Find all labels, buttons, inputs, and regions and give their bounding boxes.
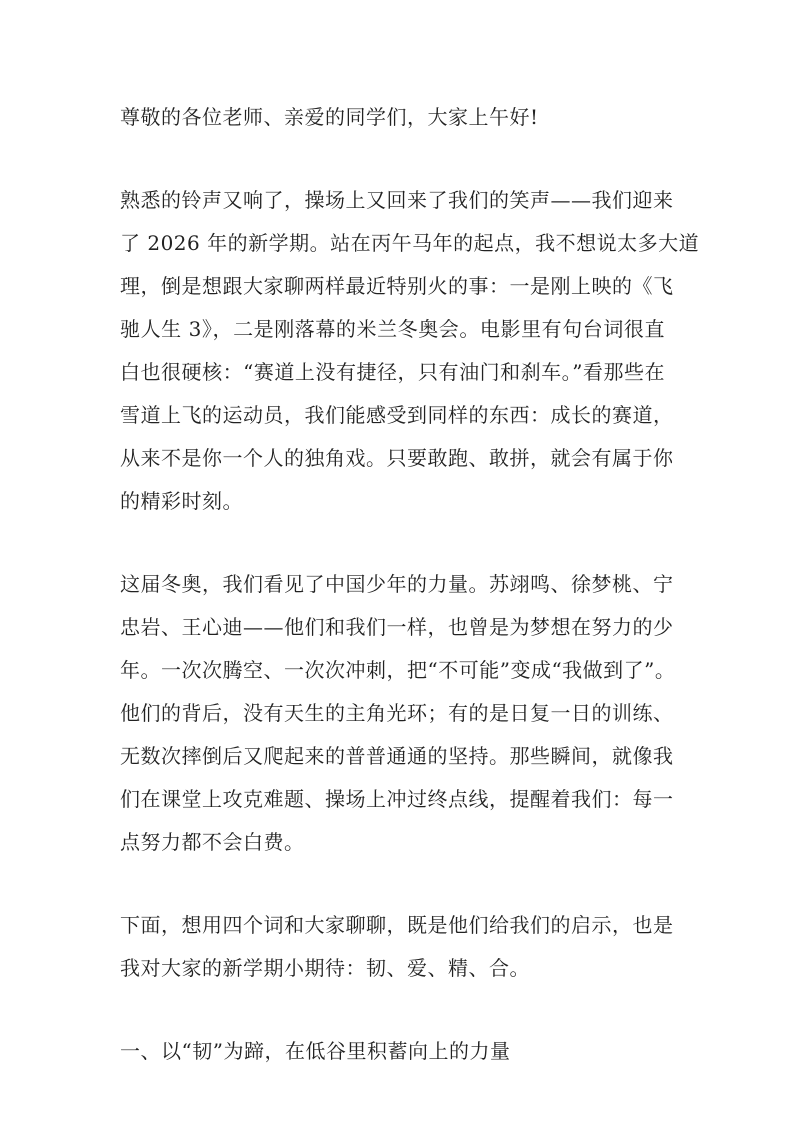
paragraph-line: 的精彩时刻。 [120, 489, 243, 513]
greeting [120, 96, 665, 139]
paragraph-line: 了 2026 年的新学期。站在丙午马年的起点，我不想说太多大道 [120, 231, 700, 255]
paragraph-line: 无数次摔倒后又爬起来的普普通通的坚持。那些瞬间，就像我 [120, 744, 674, 768]
greeting-line: 尊敬的各位老师、亲爱的同学们，大家上午好! [120, 105, 539, 129]
paragraph-line: 下面，想用四个词和大家聊聊，既是他们给我们的启示，也是 [120, 913, 674, 937]
paragraph-line: 理，倒是想跟大家聊两样最近特别火的事：一是刚上映的《飞 [120, 274, 674, 298]
paragraph-line: 点努力都不会白费。 [120, 830, 305, 854]
document-body [120, 96, 700, 1113]
paragraph-line: 年。一次次腾空、一次次冲刺，把“不可能”变成“我做到了”。 [120, 658, 676, 682]
paragraph [120, 563, 676, 864]
paragraph-line: 驰人生 3》，二是刚落幕的米兰冬奥会。电影里有句台词很直 [120, 317, 665, 341]
paragraph [120, 179, 700, 523]
paragraph-line: 我对大家的新学期小期待：韧、爱、精、合。 [120, 956, 530, 980]
paragraph-line: 们在课堂上攻克难题、操场上冲过终点线，提醒着我们：每一 [120, 787, 674, 811]
paragraph-line: 雪道上飞的运动员，我们能感受到同样的东西：成长的赛道， [120, 403, 674, 427]
paragraph-line: 从来不是你一个人的独角戏。只要敢跑、敢拼，就会有属于你 [120, 446, 674, 470]
paragraph-line: 白也很硬核：“赛道上没有捷径，只有油门和刹车。”看那些在 [120, 360, 665, 384]
section-heading [120, 1030, 665, 1073]
paragraph-line: 这届冬奥，我们看见了中国少年的力量。苏翊鸣、徐梦桃、宁 [120, 572, 674, 596]
paragraph-line: 他们的背后，没有天生的主角光环；有的是日复一日的训练、 [120, 701, 674, 725]
paragraph [120, 904, 674, 990]
paragraph-line: 熟悉的铃声又响了，操场上又回来了我们的笑声——我们迎来 [120, 188, 674, 212]
paragraph-line: 忠岩、王心迪——他们和我们一样，也曾是为梦想在努力的少 [120, 615, 674, 639]
section-heading-text: 一、以“韧”为蹄，在低谷里积蓄向上的力量 [120, 1039, 511, 1063]
